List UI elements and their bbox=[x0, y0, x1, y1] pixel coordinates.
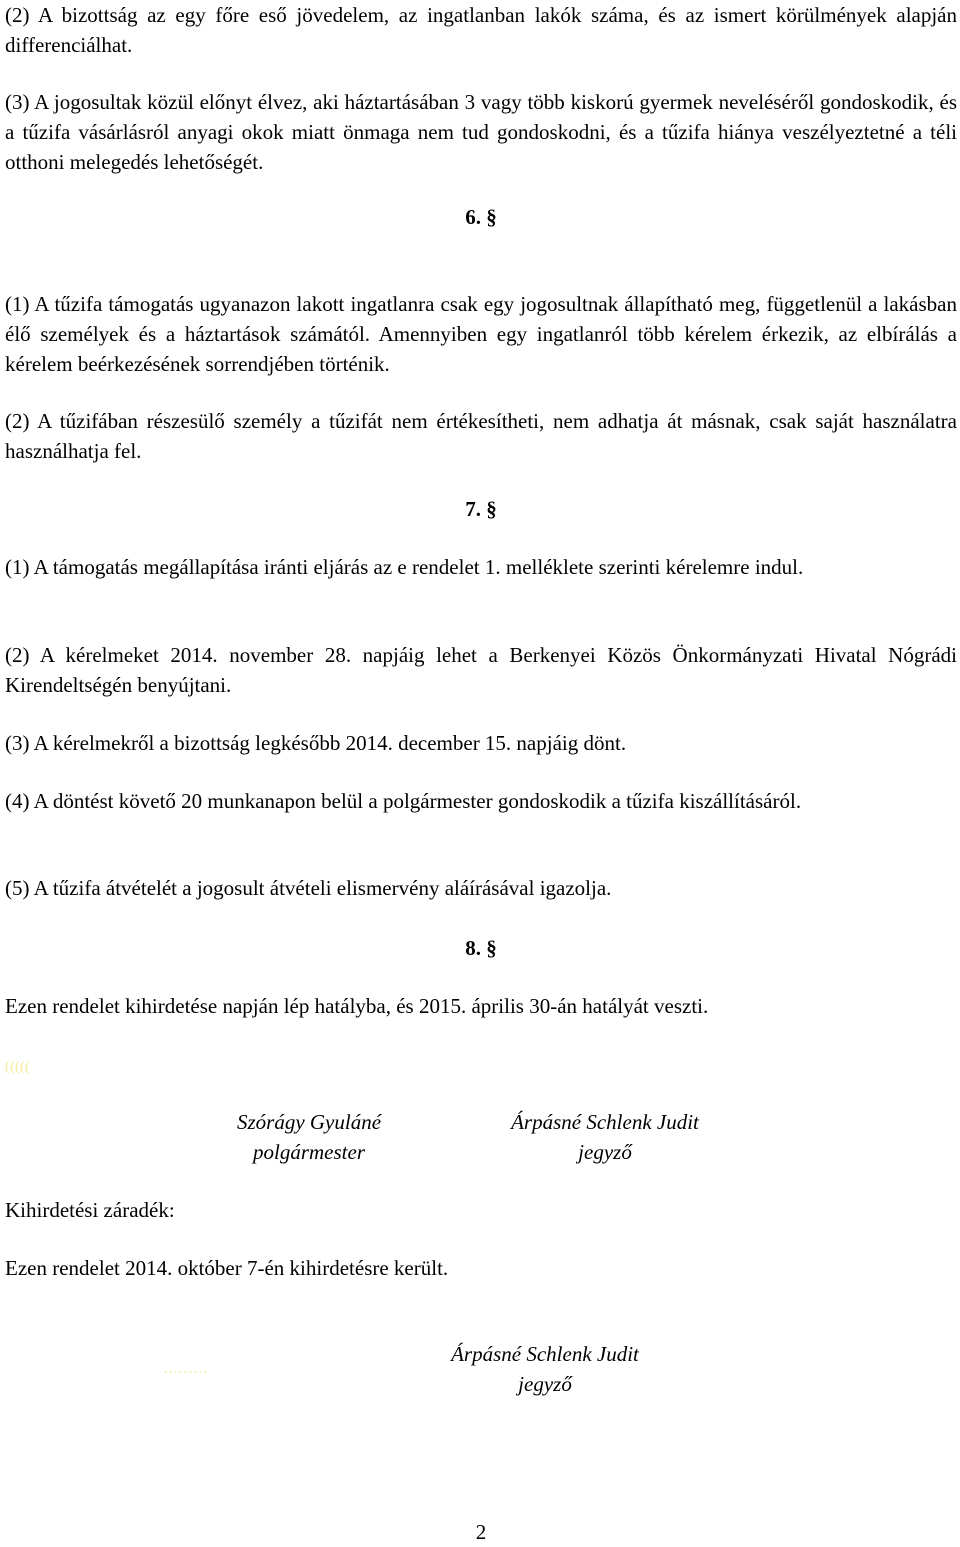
section-heading-8: 8. § bbox=[465, 936, 497, 960]
paragraph-8: Ezen rendelet kihirdetése napján lép hatályba, és 2015. április 30-án hatályát veszti. bbox=[5, 994, 709, 1018]
notary-signature-block bbox=[485, 1107, 725, 1167]
paragraph-5-2: (2) A bizottság az egy főre eső jövedelem, az ingatlanban lakók száma, és az ismert körülmények alapján differenciálhat. bbox=[5, 3, 957, 57]
mayor-title: polgármester bbox=[253, 1140, 365, 1164]
paragraph-7-2: (2) A kérelmeket 2014. november 28. napjáig lehet a Berkenyei Közös Önkormányzati Hivatal Nógrádi Kirendeltségén benyújtani. bbox=[5, 643, 957, 697]
announcement-signer-name: Árpásné Schlenk Judit bbox=[451, 1342, 639, 1366]
paragraph-6-1: (1) A tűzifa támogatás ugyanazon lakott ingatlanra csak egy jogosultnak állapítható meg, függetlenül a lakásban élő személyek és a háztartások számától. Amennyiben egy ingatlanról több kérelem érkezik, az elbírálás a kérelem beérkezésének sorrendjében történik. bbox=[5, 292, 957, 376]
notary-name: Árpásné Schlenk Judit bbox=[511, 1110, 699, 1134]
paragraph-5-3: (3) A jogosultak közül előnyt élvez, aki háztartásában 3 vagy több kiskorú gyermek neveléséről gondoskodik, és a tűzifa vásárlásról anyagi okok miatt önmaga nem tud gondoskodni, és a tűzifa hiánya veszélyeztetné a téli otthoni melegedés lehetőségét. bbox=[5, 90, 957, 174]
mayor-name: Szórágy Gyuláné bbox=[236, 1110, 382, 1134]
paragraph-7-4: (4) A döntést követő 20 munkanapon belül a polgármester gondoskodik a tűzifa kiszállításáról. bbox=[5, 789, 802, 813]
paragraph-6-2: (2) A tűzifában részesülő személy a tűzifát nem értékesítheti, nem adhatja át másnak, csak saját használatra használhatja fel. bbox=[5, 409, 957, 463]
announcement-signature-block bbox=[425, 1339, 665, 1399]
paragraph-7-1: (1) A támogatás megállapítása iránti eljárás az e rendelet 1. melléklete szerinti kérelemre indul. bbox=[5, 555, 804, 579]
paragraph-7-5: (5) A tűzifa átvételét a jogosult átvételi elismervény aláírásával igazolja. bbox=[5, 876, 612, 900]
mayor-signature-block bbox=[219, 1107, 399, 1167]
paragraph-7-3: (3) A kérelmekről a bizottság legkésőbb 2014. december 15. napjáig dönt. bbox=[5, 731, 627, 755]
announcement-text: Ezen rendelet 2014. október 7-én kihirdetésre került. bbox=[5, 1256, 449, 1280]
faint-mark: ((((( bbox=[5, 1059, 30, 1075]
announcement-label: Kihirdetési záradék: bbox=[5, 1198, 175, 1222]
section-heading-6: 6. § bbox=[465, 205, 497, 229]
section-heading-7: 7. § bbox=[465, 497, 497, 521]
document-page bbox=[5, 0, 957, 1543]
page-number: 2 bbox=[475, 1520, 487, 1544]
notary-title: jegyző bbox=[578, 1140, 632, 1164]
announcement-signer-title: jegyző bbox=[518, 1372, 572, 1396]
faint-dots: ……… bbox=[163, 1361, 208, 1377]
